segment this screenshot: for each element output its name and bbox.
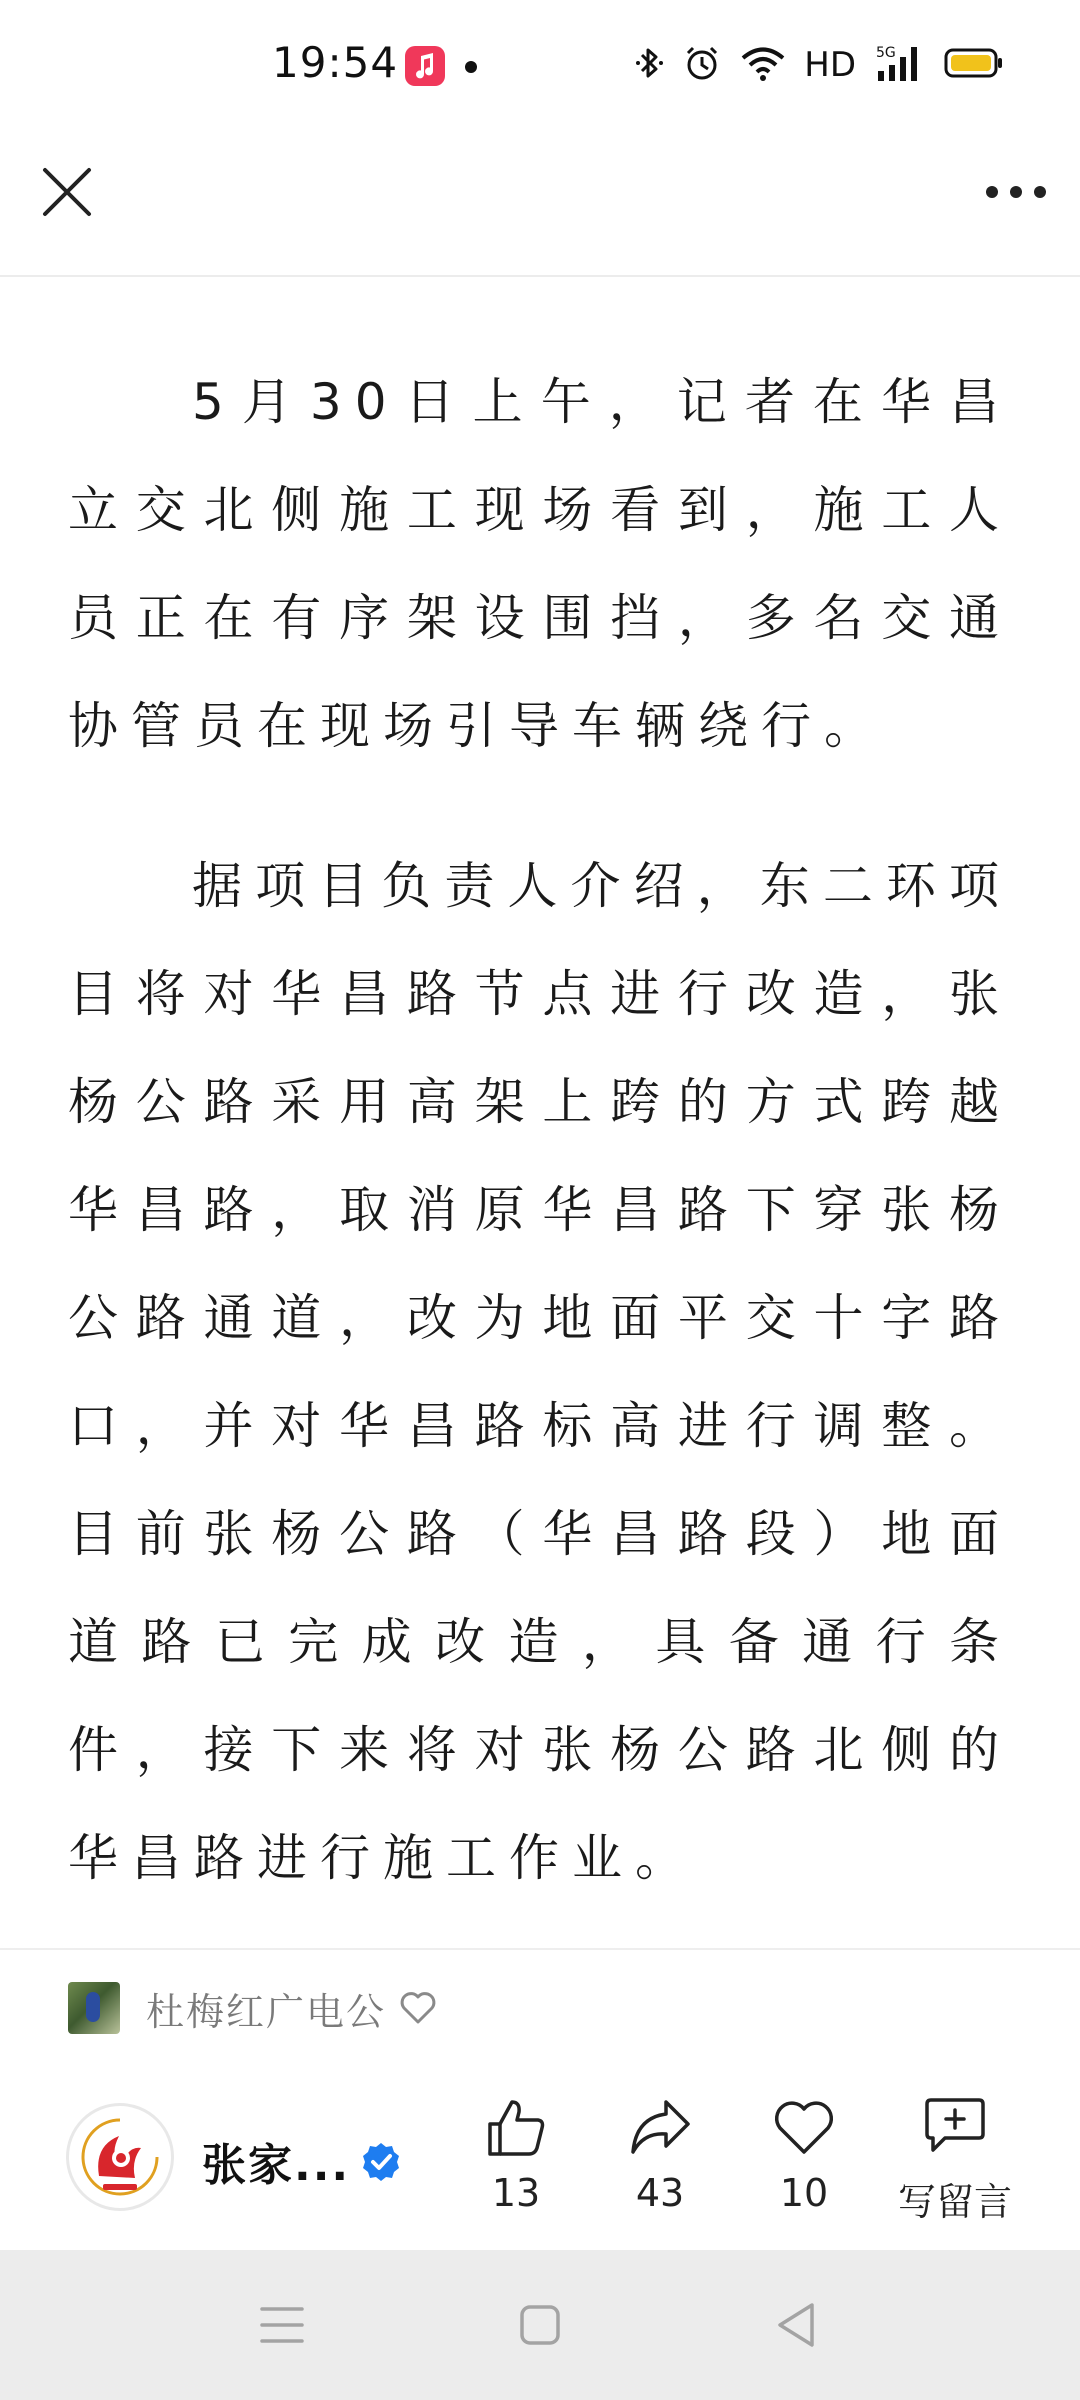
favorite-button[interactable] (734, 2093, 874, 2233)
status-icons (634, 42, 1004, 88)
system-nav-bar (0, 2250, 1080, 2400)
article-body (68, 348, 1012, 1912)
battery-icon (944, 47, 1004, 83)
heart-icon (769, 2093, 839, 2163)
comment-add-icon (920, 2093, 990, 2163)
article-paragraph: 5月30日上午，记者在华昌立交北侧施工现场看到，施工人员正在有序架设围挡，多名交通协管员在现场引导车辆绕行。 (68, 373, 1012, 755)
close-button[interactable] (30, 155, 104, 229)
svg-text:5G: 5G (876, 45, 896, 61)
home-button[interactable] (510, 2295, 570, 2355)
author-avatar (68, 1982, 120, 2034)
write-comment-button[interactable] (880, 2093, 1030, 2233)
share-icon (625, 2093, 695, 2163)
verified-badge-icon (360, 2141, 402, 2183)
thumbs-up-icon (481, 2093, 551, 2163)
share-count: 43 (635, 2171, 685, 2215)
account-logo-icon[interactable] (66, 2103, 174, 2211)
account-action-row (0, 2085, 1080, 2235)
author-row[interactable] (68, 1980, 438, 2036)
favorite-count: 10 (779, 2171, 829, 2215)
menu-button[interactable] (252, 2295, 312, 2355)
back-triangle-icon (774, 2301, 818, 2349)
top-nav (0, 135, 1080, 277)
like-count: 13 (491, 2171, 541, 2215)
divider (0, 1948, 1080, 1950)
music-app-icon (405, 46, 445, 86)
author-name: 杜梅红广电公 (146, 1989, 387, 2034)
more-icon (985, 185, 1047, 199)
alarm-icon (682, 43, 722, 87)
account-name[interactable]: 张家... (202, 2140, 351, 2191)
more-button[interactable] (976, 155, 1056, 229)
wifi-icon (740, 43, 786, 87)
like-button[interactable] (446, 2093, 586, 2233)
hd-label: HD (804, 45, 856, 85)
menu-icon (258, 2303, 306, 2347)
share-button[interactable] (590, 2093, 730, 2233)
bluetooth-icon (634, 43, 664, 87)
close-icon (41, 166, 93, 218)
heart-outline-icon[interactable] (398, 1988, 438, 2028)
write-comment-label: 写留言 (897, 2180, 1012, 2224)
signal-icon (874, 43, 926, 87)
article-paragraph: 据项目负责人介绍，东二环项目将对华昌路节点进行改造，张杨公路采用高架上跨的方式跨越华昌路，取消原华昌路下穿张杨公路通道，改为地面平交十字路口，并对华昌路标高进行调整。目前张杨公路（华昌路段）地面道路已完成改造，具备通行条件，接下来将对张杨公路北侧的华昌路进行施工作业。 (68, 857, 1012, 1887)
back-button[interactable] (766, 2295, 826, 2355)
home-square-icon (518, 2303, 562, 2347)
status-time: 19:54 (272, 38, 399, 87)
notification-dot (465, 61, 477, 73)
status-bar (0, 0, 1080, 135)
